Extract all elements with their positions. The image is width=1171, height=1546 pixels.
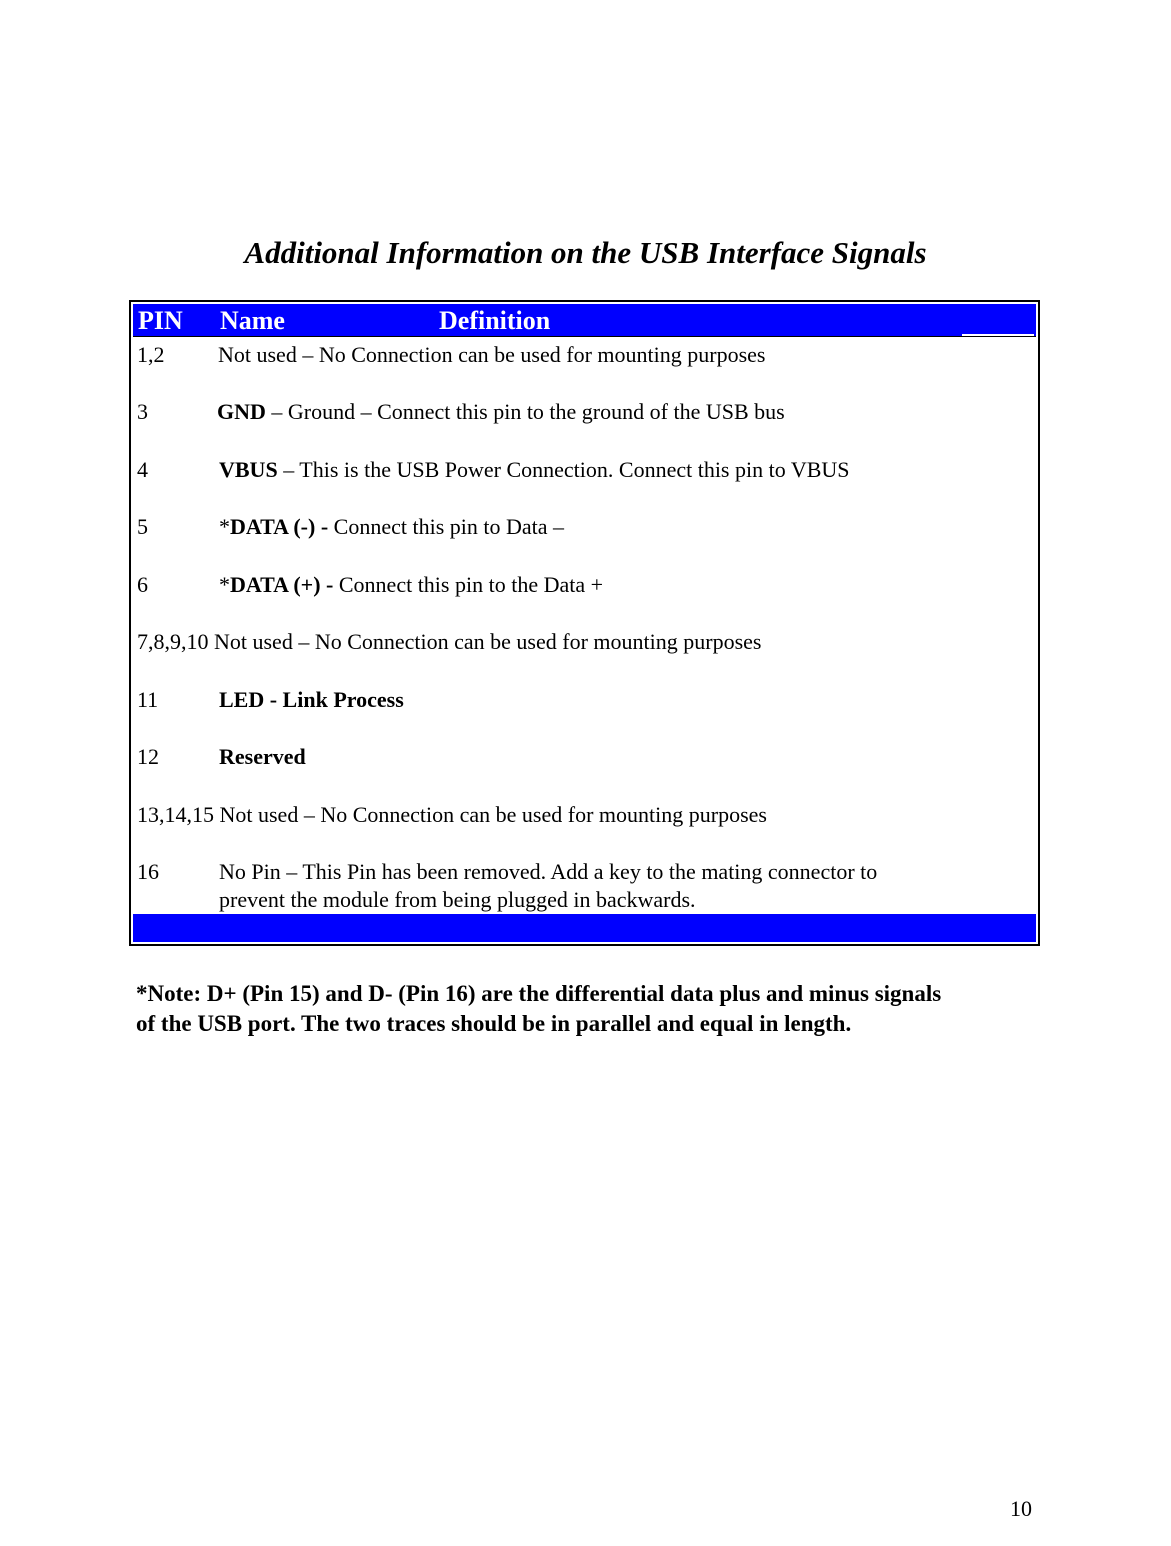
row-signal-name: LED - Link Process [219, 687, 404, 712]
header-definition: Definition [439, 306, 551, 335]
row-text: Connect this pin to the Data + [333, 572, 604, 597]
row-pin: 16 [137, 859, 159, 884]
row-text: – This is the USB Power Connection. Connect this pin to VBUS [277, 457, 850, 482]
row-full-text: 13,14,15 Not used – No Connection can be used for mounting purposes [137, 802, 767, 827]
row-definition [217, 398, 1017, 426]
header-underline-tail [962, 304, 1034, 336]
usb-signal-table [129, 300, 1040, 946]
row-signal-name: GND [217, 399, 266, 424]
row-pin: 3 [137, 399, 148, 424]
row-full-text: 7,8,9,10 Not used – No Connection can be used for mounting purposes [137, 629, 762, 654]
row-text: – Ground – Connect this pin to the ground of the USB bus [265, 399, 785, 424]
row-text: Connect this pin to Data – [328, 514, 565, 539]
row-definition-line1: No Pin – This Pin has been removed. Add a key to the mating connector to [219, 859, 878, 884]
header-name: Name [220, 306, 285, 335]
header-pin: PIN [138, 306, 183, 335]
page-title: Additional Information on the USB Interface Signals [244, 235, 927, 270]
row-prefix: * [219, 572, 230, 597]
row-definition: Not used – No Connection can be used for mounting purposes [218, 342, 766, 367]
row-definition [219, 571, 1019, 599]
row-pin: 6 [137, 572, 148, 597]
table-footer-bar [133, 914, 1036, 942]
row-definition-line2: prevent the module from being plugged in backwards. [219, 887, 696, 912]
row-signal-name: VBUS [219, 457, 278, 482]
row-definition [219, 456, 1019, 484]
row-definition [219, 513, 1019, 541]
row-pin: 1,2 [137, 342, 165, 367]
header-rule [133, 336, 1036, 337]
row-pin: 12 [137, 744, 159, 769]
row-signal-name: DATA (+) - [230, 572, 334, 597]
note-paragraph [136, 979, 1036, 1039]
row-signal-name: DATA (-) - [230, 514, 329, 539]
note-line-1: *Note: D+ (Pin 15) and D- (Pin 16) are the differential data plus and minus signals [136, 981, 942, 1006]
row-pin: 11 [137, 687, 159, 712]
row-pin: 5 [137, 514, 148, 539]
note-line-2: of the USB port. The two traces should be in parallel and equal in length. [136, 1011, 852, 1036]
row-signal-name: Reserved [219, 744, 306, 769]
row-prefix: * [219, 514, 230, 539]
page-number: 10 [1010, 1496, 1032, 1521]
row-pin: 4 [137, 457, 148, 482]
table-header [133, 304, 1036, 336]
